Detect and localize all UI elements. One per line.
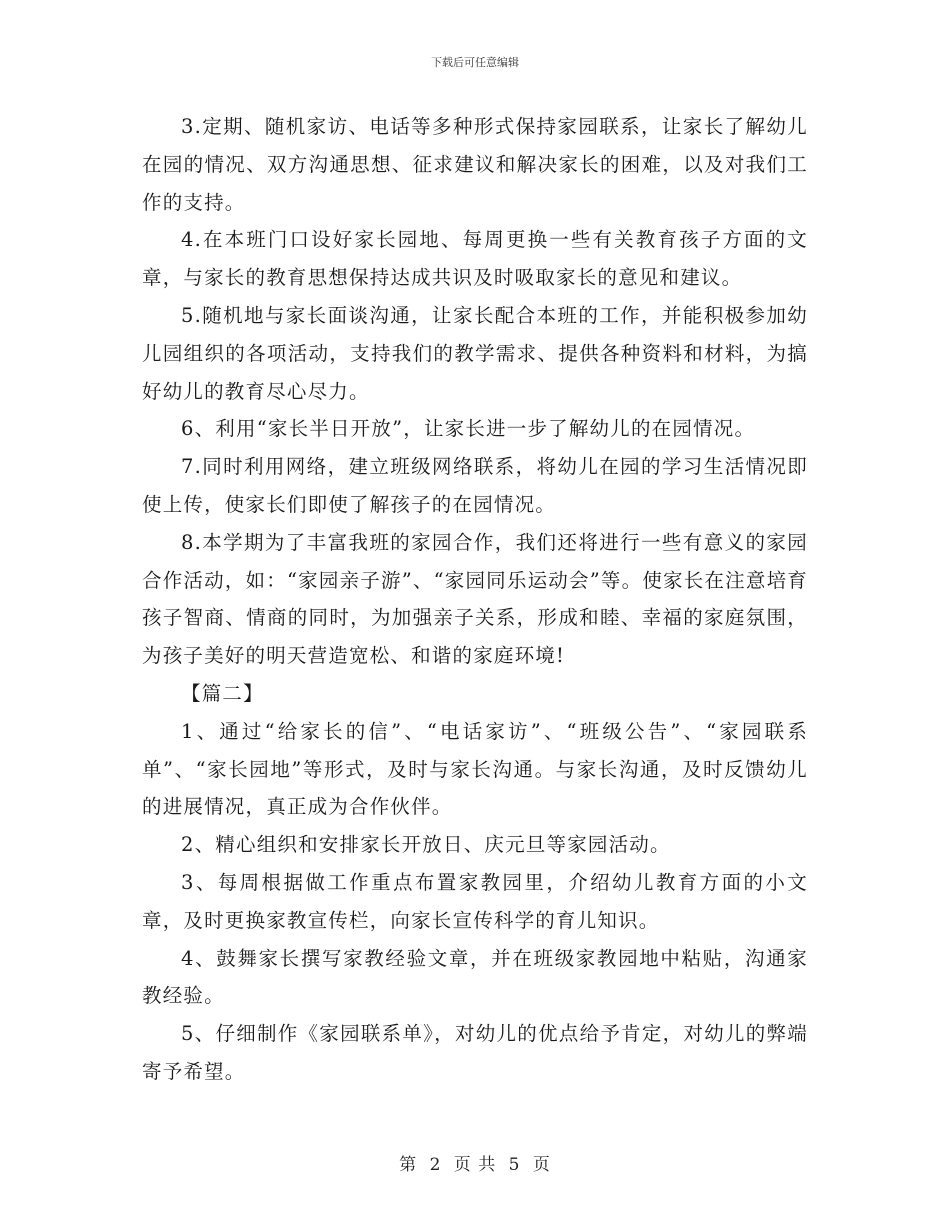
page-label-suffix: 页 bbox=[532, 1155, 551, 1175]
page-header: 下载后可任意编辑 bbox=[431, 56, 519, 69]
paragraph-10: 4、鼓舞家长撰写家教经验文章，并在班级家教园地中粘贴，沟通家教经验。 bbox=[142, 946, 808, 1008]
section-heading: 【篇二】 bbox=[181, 681, 264, 705]
paragraph-7: 1、通过“给家长的信”、“电话家访”、“班级公告”、“家园联系单”、“家长园地”等形式，及时与家长沟通。与家长沟通，及时反馈幼儿的进展情况，真正成为合作伙伴。 bbox=[142, 719, 808, 819]
paragraph-1: 3.定期、随机家访、电话等多种形式保持家园联系，让家长了解幼儿在园的情况、双方沟通思想、征求建议和解决家长的困难，以及对我们工作的支持。 bbox=[142, 115, 808, 214]
paragraph-2: 4.在本班门口设好家长园地、每周更换一些有关教育孩子方面的文章，与家长的教育思想保持达成共识及时吸取家长的意见和建议。 bbox=[142, 228, 808, 290]
current-page-number: 2 bbox=[429, 1155, 442, 1175]
paragraph-3: 5.随机地与家长面谈沟通，让家长配合本班的工作，并能积极参加幼儿园组织的各项活动，支持我们的教学需求、提供各种资料和材料，为搞好幼儿的教育尽心尽力。 bbox=[142, 303, 808, 403]
document-body bbox=[142, 108, 808, 1091]
page-label-prefix: 第 bbox=[399, 1155, 418, 1175]
paragraph-9: 3、每周根据做工作重点布置家教园里，介绍幼儿教育方面的小文章，及时更换家教宣传栏，向家长宣传科学的育儿知识。 bbox=[142, 870, 808, 932]
paragraph-4: 6、利用“家长半日开放”，让家长进一步了解幼儿的在园情况。 bbox=[181, 417, 756, 441]
paragraph-5: 7.同时利用网络，建立班级网络联系，将幼儿在园的学习生活情况即使上传，使家长们即使了解孩子的在园情况。 bbox=[142, 455, 808, 516]
total-pages-number: 5 bbox=[508, 1155, 521, 1175]
page-label-middle: 页 共 bbox=[453, 1155, 497, 1175]
paragraph-8: 2、精心组织和安排家长开放日、庆元旦等家园活动。 bbox=[181, 833, 671, 857]
page-footer bbox=[0, 1150, 950, 1175]
paragraph-11: 5、仔细制作《家园联系单》，对幼儿的优点给予肯定，对幼儿的弊端寄予希望。 bbox=[142, 1022, 808, 1083]
paragraph-6: 8.本学期为了丰富我班的家园合作，我们还将进行一些有意义的家园合作活动，如：“家园亲子游”、“家园同乐运动会”等。使家长在注意培育孩子智商、情商的同时，为加强亲子关系，形成和睦、幸福的家庭氛围，为孩子美好的明天营造宽松、和谐的家庭环境! bbox=[142, 530, 808, 668]
